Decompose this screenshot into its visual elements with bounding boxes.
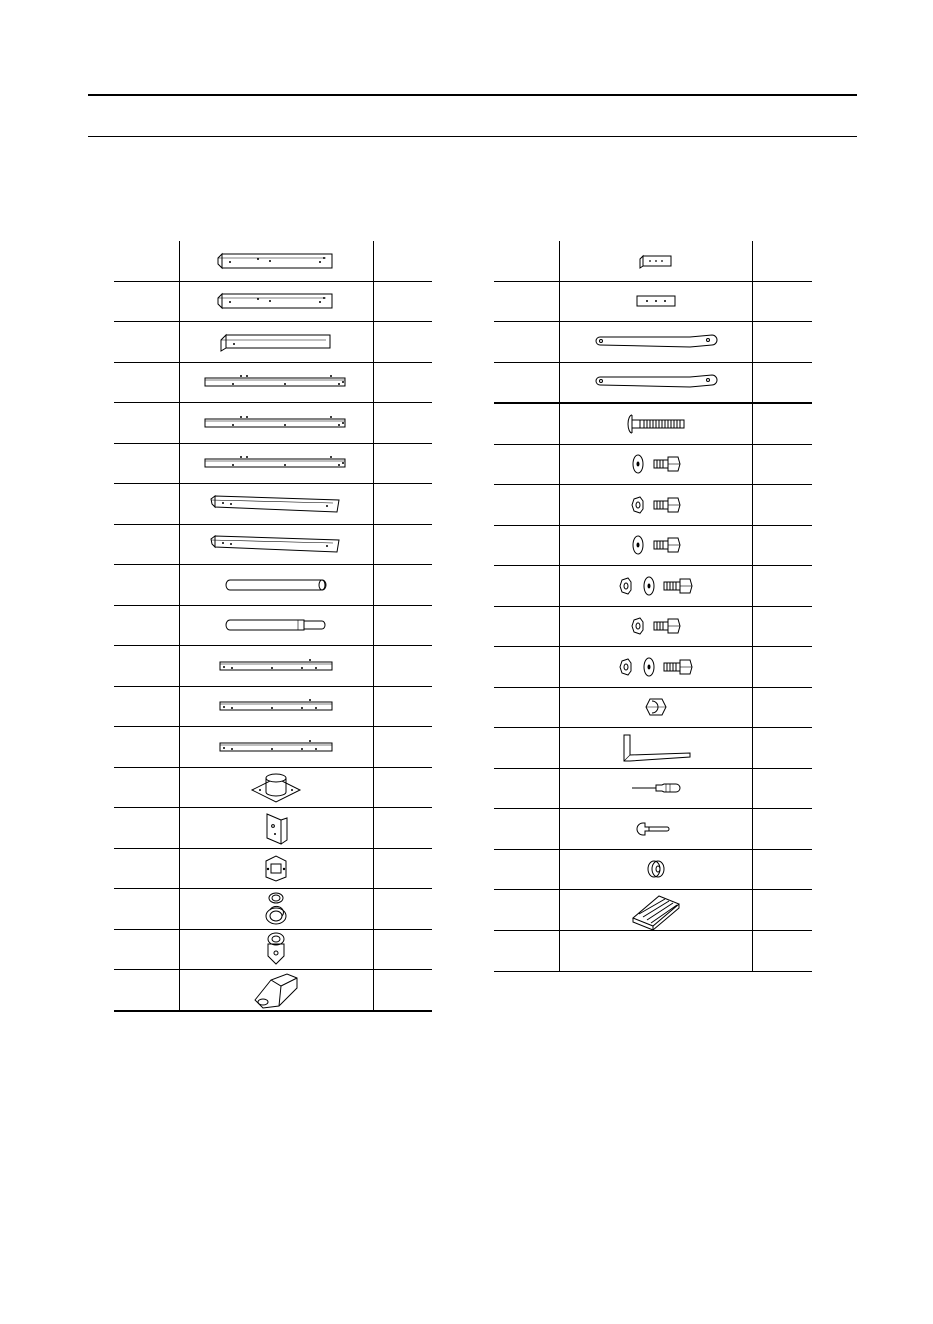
quantity-cell bbox=[373, 524, 432, 565]
blank-icon bbox=[559, 931, 752, 972]
quantity-cell bbox=[373, 322, 432, 363]
short-flat-bar-icon bbox=[179, 727, 373, 768]
parts-row bbox=[494, 849, 812, 890]
parts-row bbox=[114, 848, 432, 889]
quantity-cell bbox=[373, 727, 432, 768]
header-rule-top bbox=[88, 94, 857, 96]
parts-row bbox=[114, 889, 432, 930]
parts-row bbox=[114, 362, 432, 403]
quantity-cell bbox=[373, 970, 432, 1012]
quantity-cell bbox=[373, 443, 432, 484]
parts-row bbox=[494, 687, 812, 728]
part-number-cell bbox=[114, 403, 179, 444]
parts-row bbox=[494, 241, 812, 281]
carriage-bolt-icon bbox=[559, 403, 752, 444]
round-washer-icon bbox=[559, 849, 752, 890]
part-number-cell bbox=[114, 970, 179, 1012]
part-number-cell bbox=[114, 565, 179, 606]
part-number-cell bbox=[114, 889, 179, 930]
part-number-cell bbox=[114, 929, 179, 970]
quantity-cell bbox=[752, 241, 812, 281]
part-number-cell bbox=[114, 646, 179, 687]
parts-row bbox=[494, 403, 812, 444]
square-tube-long-icon bbox=[179, 281, 373, 322]
small-tube-icon bbox=[559, 241, 752, 281]
quantity-cell bbox=[373, 848, 432, 889]
part-number-cell bbox=[494, 566, 559, 607]
parts-row bbox=[114, 767, 432, 808]
base-plate-sleeve-icon bbox=[179, 767, 373, 808]
parts-row bbox=[114, 970, 432, 1012]
parts-row bbox=[114, 484, 432, 525]
parts-row bbox=[494, 322, 812, 363]
quantity-cell bbox=[373, 484, 432, 525]
part-number-cell bbox=[494, 362, 559, 403]
parts-row bbox=[114, 524, 432, 565]
part-number-cell bbox=[494, 444, 559, 485]
quantity-cell bbox=[373, 889, 432, 930]
parts-row bbox=[114, 727, 432, 768]
flat-bar-holes-icon bbox=[179, 362, 373, 403]
part-number-cell bbox=[114, 443, 179, 484]
nut-washer-bolt-icon bbox=[559, 647, 752, 688]
parts-row bbox=[494, 768, 812, 809]
parts-row bbox=[114, 322, 432, 363]
quantity-cell bbox=[373, 929, 432, 970]
parts-row bbox=[114, 443, 432, 484]
part-number-cell bbox=[494, 485, 559, 526]
parts-row bbox=[114, 929, 432, 970]
part-number-cell bbox=[494, 931, 559, 972]
quantity-cell bbox=[752, 647, 812, 688]
parts-row bbox=[494, 809, 812, 850]
quantity-cell bbox=[752, 525, 812, 566]
part-number-cell bbox=[114, 727, 179, 768]
short-flat-bar-icon bbox=[179, 686, 373, 727]
square-tube-long-icon bbox=[179, 241, 373, 281]
long-strap-icon bbox=[559, 322, 752, 363]
quantity-cell bbox=[373, 281, 432, 322]
quantity-cell bbox=[752, 890, 812, 931]
nut-washer-bolt-icon bbox=[559, 566, 752, 607]
stacked-pads-icon bbox=[559, 890, 752, 931]
quantity-cell bbox=[752, 728, 812, 769]
parts-row bbox=[494, 647, 812, 688]
part-number-cell bbox=[494, 768, 559, 809]
part-number-cell bbox=[494, 687, 559, 728]
quantity-cell bbox=[373, 565, 432, 606]
parts-row bbox=[494, 931, 812, 972]
wrench-icon bbox=[559, 809, 752, 850]
part-number-cell bbox=[494, 849, 559, 890]
short-flat-bar-icon bbox=[179, 646, 373, 687]
part-number-cell bbox=[114, 484, 179, 525]
part-number-cell bbox=[114, 808, 179, 849]
washer-bolt-icon bbox=[559, 525, 752, 566]
washer-bolt-icon bbox=[559, 444, 752, 485]
part-number-cell bbox=[114, 686, 179, 727]
parts-row bbox=[114, 281, 432, 322]
quantity-cell bbox=[373, 767, 432, 808]
nut-bolt-icon bbox=[559, 606, 752, 647]
parts-row bbox=[114, 808, 432, 849]
angled-square-tube-icon bbox=[179, 484, 373, 525]
parts-row bbox=[494, 606, 812, 647]
quantity-cell bbox=[373, 808, 432, 849]
quantity-cell bbox=[752, 768, 812, 809]
screwdriver-icon bbox=[559, 768, 752, 809]
quantity-cell bbox=[752, 362, 812, 403]
parts-row bbox=[494, 890, 812, 931]
parts-row bbox=[494, 362, 812, 403]
nut-bolt-icon bbox=[559, 485, 752, 526]
part-number-cell bbox=[114, 322, 179, 363]
part-number-cell bbox=[114, 605, 179, 646]
part-number-cell bbox=[114, 241, 179, 281]
parts-row bbox=[114, 565, 432, 606]
parts-list-right bbox=[494, 241, 812, 972]
flat-bar-holes-icon bbox=[179, 443, 373, 484]
quantity-cell bbox=[752, 444, 812, 485]
quantity-cell bbox=[752, 931, 812, 972]
flat-bar-holes-icon bbox=[179, 403, 373, 444]
quantity-cell bbox=[373, 403, 432, 444]
parts-row bbox=[494, 566, 812, 607]
quantity-cell bbox=[752, 281, 812, 322]
round-tube-icon bbox=[179, 565, 373, 606]
quantity-cell bbox=[373, 241, 432, 281]
part-number-cell bbox=[494, 728, 559, 769]
quantity-cell bbox=[373, 605, 432, 646]
part-number-cell bbox=[494, 647, 559, 688]
quantity-cell bbox=[752, 403, 812, 444]
part-number-cell bbox=[494, 241, 559, 281]
parts-row bbox=[494, 728, 812, 769]
parts-row bbox=[114, 241, 432, 281]
parts-row bbox=[494, 485, 812, 526]
parts-row bbox=[494, 444, 812, 485]
parts-row bbox=[114, 686, 432, 727]
part-number-cell bbox=[114, 767, 179, 808]
part-number-cell bbox=[114, 362, 179, 403]
quantity-cell bbox=[373, 686, 432, 727]
quantity-cell bbox=[752, 606, 812, 647]
header-rule-bottom bbox=[88, 136, 857, 137]
allen-key-icon bbox=[559, 728, 752, 769]
cap-nut-icon bbox=[559, 687, 752, 728]
parts-row bbox=[114, 403, 432, 444]
quantity-cell bbox=[373, 362, 432, 403]
part-number-cell bbox=[494, 890, 559, 931]
round-tube-stepped-icon bbox=[179, 605, 373, 646]
part-number-cell bbox=[494, 606, 559, 647]
quantity-cell bbox=[752, 322, 812, 363]
part-number-cell bbox=[114, 524, 179, 565]
parts-list-left bbox=[114, 241, 432, 1012]
part-number-cell bbox=[114, 281, 179, 322]
pipe-clamp-tab-icon bbox=[179, 929, 373, 970]
parts-row bbox=[114, 605, 432, 646]
quantity-cell bbox=[752, 566, 812, 607]
part-number-cell bbox=[494, 322, 559, 363]
part-number-cell bbox=[494, 403, 559, 444]
square-clamp-icon bbox=[179, 848, 373, 889]
long-strap-icon bbox=[559, 362, 752, 403]
quantity-cell bbox=[752, 485, 812, 526]
quantity-cell bbox=[752, 687, 812, 728]
part-number-cell bbox=[494, 281, 559, 322]
pipe-clamp-icon bbox=[179, 889, 373, 930]
parts-row bbox=[494, 525, 812, 566]
part-number-cell bbox=[494, 525, 559, 566]
angled-square-tube-icon bbox=[179, 524, 373, 565]
parts-row bbox=[494, 281, 812, 322]
parts-row bbox=[114, 646, 432, 687]
square-tube-plain-icon bbox=[179, 322, 373, 363]
end-cap-icon bbox=[179, 970, 373, 1012]
part-number-cell bbox=[114, 848, 179, 889]
quantity-cell bbox=[752, 849, 812, 890]
plate-holes-icon bbox=[559, 281, 752, 322]
quantity-cell bbox=[752, 809, 812, 850]
bent-bracket-icon bbox=[179, 808, 373, 849]
part-number-cell bbox=[494, 809, 559, 850]
quantity-cell bbox=[373, 646, 432, 687]
